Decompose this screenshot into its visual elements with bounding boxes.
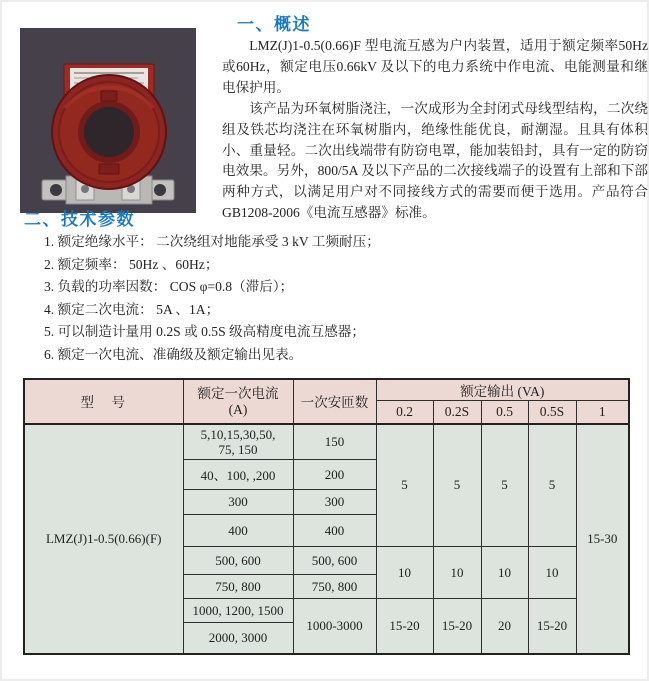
spec-item: 6. 额定一次电流、准确级及额定输出见表。 xyxy=(44,346,303,362)
col-header-class-0.2S: 0.2S xyxy=(433,401,481,424)
primary-current-line1: 5,10,15,30,50, xyxy=(200,426,276,442)
output-0.2-group1: 5 xyxy=(376,424,433,547)
overview-text xyxy=(222,36,648,224)
primary-current-cell: 2000, 3000 xyxy=(183,623,293,654)
ampere-turns-cell: 200 xyxy=(293,460,376,490)
tech-params-list xyxy=(44,231,630,367)
current-transformer-illustration xyxy=(20,28,196,213)
ampere-turns-cell: 150 xyxy=(293,424,376,460)
primary-current-cell: 400 xyxy=(183,515,293,547)
output-class1-cell: 15-30 xyxy=(576,424,629,654)
ampere-turns-cell: 400 xyxy=(293,515,376,547)
col-header-primary-current-unit: (A) xyxy=(228,402,248,418)
col-header-class-0.5: 0.5 xyxy=(481,401,528,424)
output-0.2-group3: 15-20 xyxy=(376,599,433,654)
output-0.2S-group2: 10 xyxy=(433,547,481,599)
section-heading-tech-params: 二、技术参数 xyxy=(24,210,135,229)
output-0.5-group2: 10 xyxy=(481,547,528,599)
model-cell: LMZ(J)1-0.5(0.66)(F) xyxy=(24,424,183,654)
col-header-rated-output: 额定输出 (VA) xyxy=(376,379,629,401)
overview-paragraph-1: LMZ(J)1-0.5(0.66)F 型电流互感为户内装置，适用于额定频率50Hz 或60Hz，额定电压0.66kV 及以下的电力系统中作电流、电能测量和继电保护用。 xyxy=(222,38,648,95)
transformer-body xyxy=(52,75,166,189)
primary-current-cell: 40、100, ,200 xyxy=(183,460,293,490)
product-photo xyxy=(20,28,196,213)
primary-current-cell: 300 xyxy=(183,490,293,515)
ampere-turns-cell: 750, 800 xyxy=(293,575,376,599)
primary-current-cell: 750, 800 xyxy=(183,575,293,599)
output-0.5-group3: 20 xyxy=(481,599,528,654)
ampere-turns-cell: 500, 600 xyxy=(293,547,376,575)
mold-mark-bottom xyxy=(99,164,119,174)
spec-item: 2. 额定频率： 50Hz 、60Hz； xyxy=(44,256,219,272)
primary-current-line2: 75, 150 xyxy=(218,441,258,457)
ampere-turns-cell: 300 xyxy=(293,490,376,515)
output-0.2S-group1: 5 xyxy=(433,424,481,547)
col-header-primary-current-label: 额定一次电流 xyxy=(197,386,279,402)
primary-current-cell: 500, 600 xyxy=(183,547,293,575)
spec-item: 5. 可以制造计量用 0.2S 或 0.5S 级高精度电流互感器； xyxy=(44,324,365,340)
spec-item: 1. 额定绝缘水平： 二次绕组对地能承受 3 kV 工频耐压； xyxy=(44,234,380,249)
output-0.5S-group3: 15-20 xyxy=(528,599,576,654)
output-0.2-group2: 10 xyxy=(376,547,433,599)
col-header-model: 型 号 xyxy=(24,379,183,424)
output-0.2S-group3: 15-20 xyxy=(433,599,481,654)
center-hole xyxy=(84,107,134,157)
mount-hole-left xyxy=(50,184,62,196)
col-header-class-0.2: 0.2 xyxy=(376,401,433,424)
section-heading-overview: 一、概述 xyxy=(237,15,311,34)
spec-item: 4. 额定二次电流： 5A 、1A； xyxy=(44,301,220,317)
output-0.5-group1: 5 xyxy=(481,424,528,547)
spec-item: 3. 负载的功率因数： COS φ=0.8（滞后）； xyxy=(44,279,294,295)
col-header-ampere-turns: 一次安匝数 xyxy=(293,379,376,424)
ampere-turns-cell: 1000-3000 xyxy=(293,599,376,654)
col-header-class-1: 1 xyxy=(576,401,629,424)
primary-current-cell: 1000, 1200, 1500 xyxy=(183,599,293,623)
output-0.5S-group2: 10 xyxy=(528,547,576,599)
primary-current-cell xyxy=(183,424,293,460)
col-header-class-0.5S: 0.5S xyxy=(528,401,576,424)
mount-hole-right xyxy=(154,184,166,196)
col-header-primary-current xyxy=(183,379,293,424)
mold-mark-top xyxy=(101,91,117,101)
spec-table xyxy=(23,378,630,655)
overview-paragraph-2: 该产品为环氧树脂浇注，一次成形为全封闭式母线型结构，二次绕组及铁芯均浇注在环氧树脂内，绝缘性能优良，耐潮湿。且具有体积小、重量轻。二次出线端带有防窃电罩，能加装铅封，具有一定的防窃电效果。另外，800/5A 及以下产品的二次接线端子的设置有上部和下部两种方式，以满足用户对不同接线方式的需要而便于选用。产品符合 GB1208-2006《电流互感器》标准。 xyxy=(222,100,648,221)
output-0.5S-group1: 5 xyxy=(528,424,576,547)
